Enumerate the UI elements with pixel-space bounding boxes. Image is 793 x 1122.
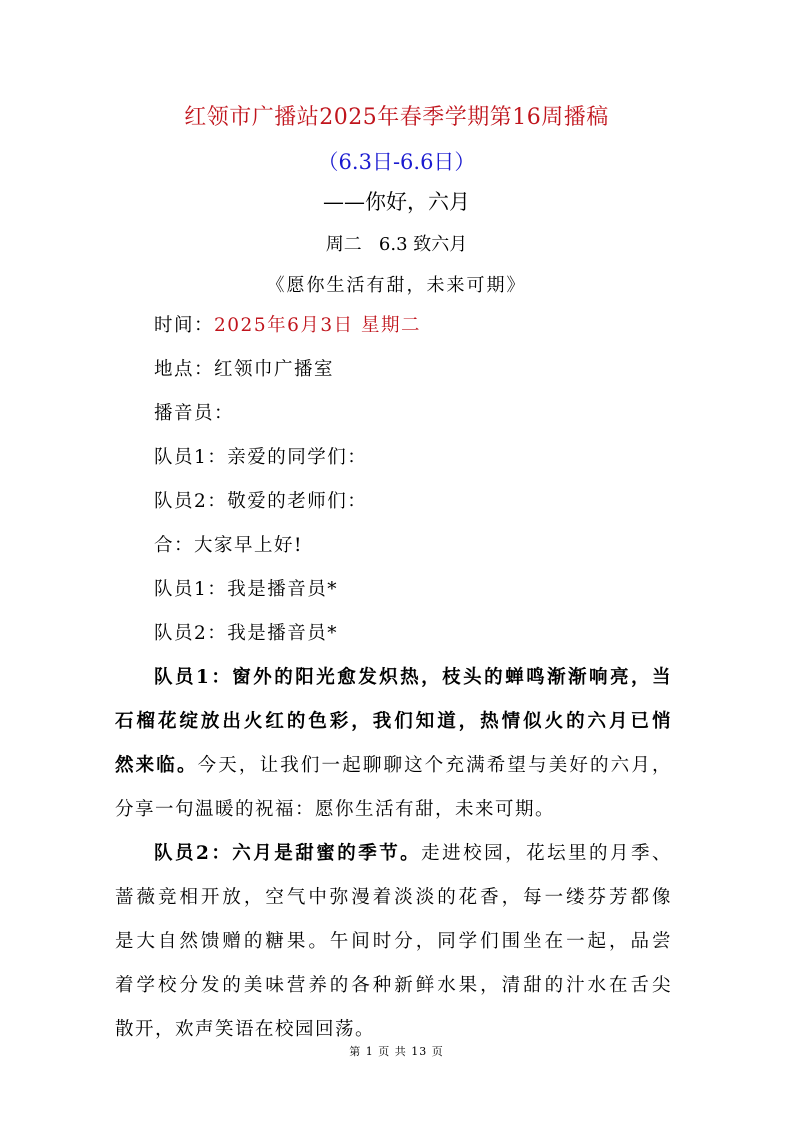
date-range: （6.3日-6.6日） <box>317 150 476 174</box>
text-line <box>115 885 672 929</box>
text-segment: 播音员： <box>154 403 235 424</box>
text-segment: 合：大家早上好! <box>154 535 303 556</box>
text-segment: 散开，欢声笑语在校园回荡。 <box>115 1019 376 1040</box>
text-segment: 着学校分发的美味营养的各种新鲜水果，清甜的汁水在舌尖 <box>115 975 672 996</box>
text-line <box>115 533 672 577</box>
text-segment: 队员2：我是播音员* <box>154 623 339 644</box>
document-title: 红领市广播站2025年春季学期第16周播稿 <box>184 105 609 130</box>
text-segment: 分享一句温暖的祝福：愿你生活有甜，未来可期。 <box>115 799 556 820</box>
text-line <box>115 577 672 621</box>
text-line <box>115 401 672 445</box>
day-heading: 周二 6.3 致六月 <box>325 234 468 255</box>
text-segment: 今天，让我们一起聊聊这个充满希望与美好的六月， <box>197 755 672 776</box>
text-segment: 石榴花绽放出火红的色彩，我们知道，热情似火的六月已悄 <box>115 711 672 732</box>
text-line <box>115 709 672 753</box>
text-segment: 队员2：六月是甜蜜的季节。 <box>154 843 422 864</box>
subtitle: ——你好，六月 <box>323 190 470 214</box>
text-segment: 然来临。 <box>115 755 198 776</box>
page-footer: 第 1 页 共 13 页 <box>349 1045 444 1058</box>
text-line <box>115 445 672 489</box>
text-segment: 地点：红领巾广播室 <box>154 359 335 380</box>
text-line <box>115 753 672 797</box>
text-segment: 走进校园，花坛里的月季、 <box>421 843 672 864</box>
text-segment: 时间： <box>154 315 215 336</box>
text-line <box>115 665 672 709</box>
script-body <box>115 313 672 1061</box>
text-line <box>115 489 672 533</box>
text-line <box>115 841 672 885</box>
text-segment: 队员1：窗外的阳光愈发炽热，枝头的蝉鸣渐渐响亮，当 <box>154 667 672 688</box>
text-line <box>115 929 672 973</box>
text-line <box>115 313 672 357</box>
text-line <box>115 973 672 1017</box>
text-segment: 队员2：敬爱的老师们： <box>154 491 368 512</box>
text-line <box>115 621 672 665</box>
text-segment: 队员1：我是播音员* <box>154 579 339 600</box>
text-segment: 2025年6月3日 星期二 <box>214 315 422 336</box>
theme-heading: 《愿你生活有甜，未来可期》 <box>266 275 527 296</box>
text-line <box>115 797 672 841</box>
text-segment: 蔷薇竞相开放，空气中弥漫着淡淡的花香，每一缕芬芳都像 <box>115 887 672 908</box>
text-line <box>115 357 672 401</box>
text-segment: 队员1：亲爱的同学们： <box>154 447 368 468</box>
text-segment: 是大自然馈赠的糖果。午间时分，同学们围坐在一起，品尝 <box>115 931 672 952</box>
